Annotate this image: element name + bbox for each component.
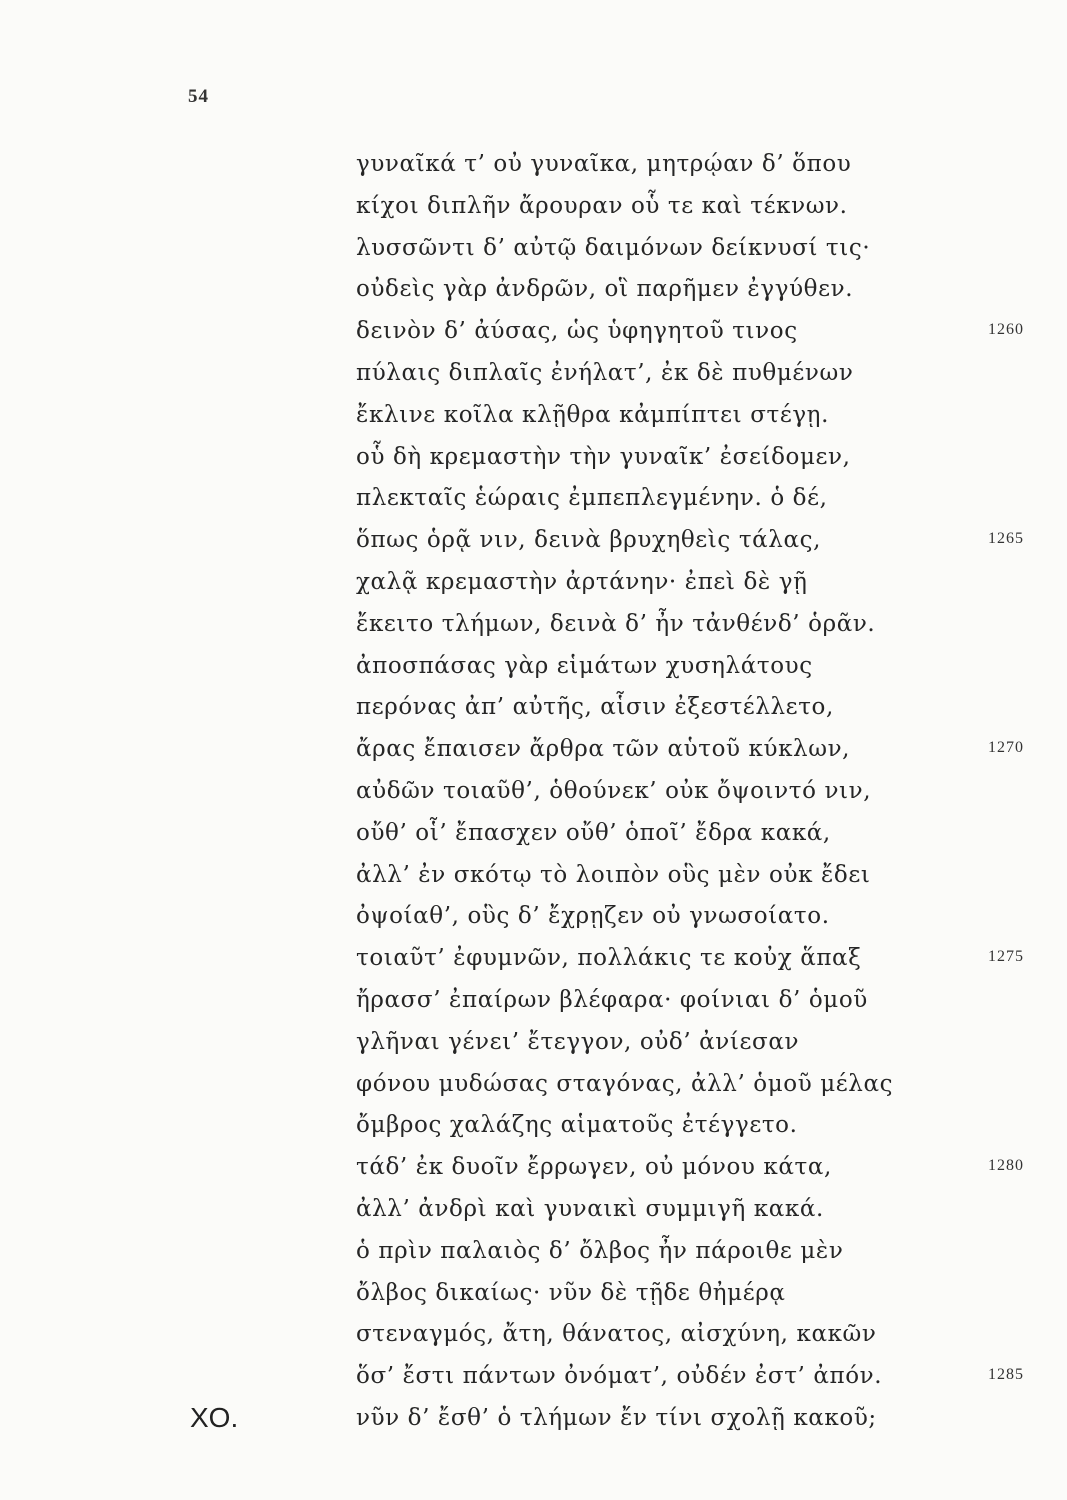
verse-line: κίχοι διπλῆν ἄρουραν οὗ τε καὶ τέκνων. <box>356 192 848 219</box>
verse-line: περόνας ἀπ’ αὐτῆς, αἷσιν ἐξεστέλλετο, <box>356 694 834 721</box>
verse-line: ὅπως ὁρᾷ νιν, δεινὰ βρυχηθεὶς τάλας, <box>356 527 821 554</box>
line-number: 1270 <box>988 739 1024 757</box>
verse-line: ἀποσπάσας γὰρ εἱμάτων χυσηλάτους <box>356 652 813 679</box>
verse-line: ἤρασσ’ ἐπαίρων βλέφαρα· φοίνιαι δ’ ὁμοῦ <box>356 987 868 1013</box>
verse-line: λυσσῶντι δ’ αὐτῷ δαιμόνων δείκνυσί τις· <box>356 234 871 261</box>
verse-line: ἔκλινε κοῖλα κλῇθρα κἀμπίπτει στέγῃ. <box>356 401 829 428</box>
verse-line: οὐδεὶς γὰρ ἀνδρῶν, οἳ παρῆμεν ἐγγύθεν. <box>356 276 854 303</box>
verse-line: ὄλβος δικαίως· νῦν δὲ τῇδε θἠμέρᾳ <box>356 1279 786 1306</box>
verse-line: γλῆναι γένει’ ἔτεγγον, οὐδ’ ἀνίεσαν <box>356 1028 800 1055</box>
verse-line: ὀψοίαθ’, οὓς δ’ ἔχρῃζεν οὐ γνωσοίατο. <box>356 903 830 930</box>
verse-line: οὔθ’ οἷ’ ἔπασχεν οὔθ’ ὁποῖ’ ἔδρα κακά, <box>356 819 831 846</box>
verse-line: τάδ’ ἐκ δυοῖν ἔρρωγεν, οὐ μόνου κάτα, <box>356 1154 832 1181</box>
line-number: 1265 <box>988 530 1024 548</box>
verse-line: φόνου μυδώσας σταγόνας, ἀλλ’ ὁμοῦ μέλας <box>356 1070 894 1097</box>
verse-line: δεινὸν δ’ ἀύσας, ὡς ὑφηγητοῦ τινος <box>356 318 798 345</box>
verse-line: ἀλλ’ ἀνδρὶ καὶ γυναικὶ συμμιγῆ κακά. <box>356 1196 824 1222</box>
verse-line: ἀλλ’ ἐν σκότῳ τὸ λοιπὸν οὓς μὲν οὐκ ἔδει <box>356 861 871 888</box>
speaker-label: ΧΟ. <box>190 1402 239 1433</box>
line-number: 1275 <box>988 948 1024 966</box>
verse-line: νῦν δ’ ἔσθ’ ὁ τλήμων ἔν τίνι σχολῇ κακοῦ; <box>356 1405 877 1431</box>
page-number: 54 <box>188 86 209 107</box>
line-number: 1280 <box>988 1157 1024 1175</box>
verse-line: ὁ πρὶν παλαιὸς δ’ ὄλβος ἦν πάροιθε μὲν <box>356 1237 844 1264</box>
line-number: 1260 <box>988 321 1024 339</box>
verse-line: τοιαῦτ’ ἐφυμνῶν, πολλάκις τε κοὐχ ἅπαξ <box>356 945 862 972</box>
line-number: 1285 <box>988 1366 1024 1384</box>
verse-line: οὗ δὴ κρεμαστὴν τὴν γυναῖκ’ ἐσείδομεν, <box>356 443 851 470</box>
verse-line: ἄρας ἔπαισεν ἄρθρα τῶν αὑτοῦ κύκλων, <box>356 736 851 763</box>
verse-line: αὐδῶν τοιαῦθ’, ὁθούνεκ’ οὐκ ὄψοιντό νιν, <box>356 778 872 804</box>
verse-line: ὅσ’ ἔστι πάντων ὀνόματ’, οὐδέν ἐστ’ ἀπόν. <box>356 1363 883 1390</box>
verse-line: ἔκειτο τλήμων, δεινὰ δ’ ἦν τἀνθένδ’ ὁρᾶν. <box>356 610 876 637</box>
verse-line: ὄμβρος χαλάζης αἱματοῦς ἐτέγγετο. <box>356 1112 798 1139</box>
verse-line: χαλᾷ κρεμαστὴν ἀρτάνην· ἐπεὶ δὲ γῇ <box>356 569 808 595</box>
verse-line: γυναῖκά τ’ οὐ γυναῖκα, μητρῴαν δ’ ὅπου <box>356 151 852 177</box>
verse-line: στεναγμός, ἄτη, θάνατος, αἰσχύνη, κακῶν <box>356 1321 877 1348</box>
verse-line: πύλαις διπλαῖς ἐνήλατ’, ἐκ δὲ πυθμένων <box>356 360 854 386</box>
verse-line: πλεκταῖς ἑώραις ἐμπεπλεγμένην. ὁ δέ, <box>356 485 828 512</box>
